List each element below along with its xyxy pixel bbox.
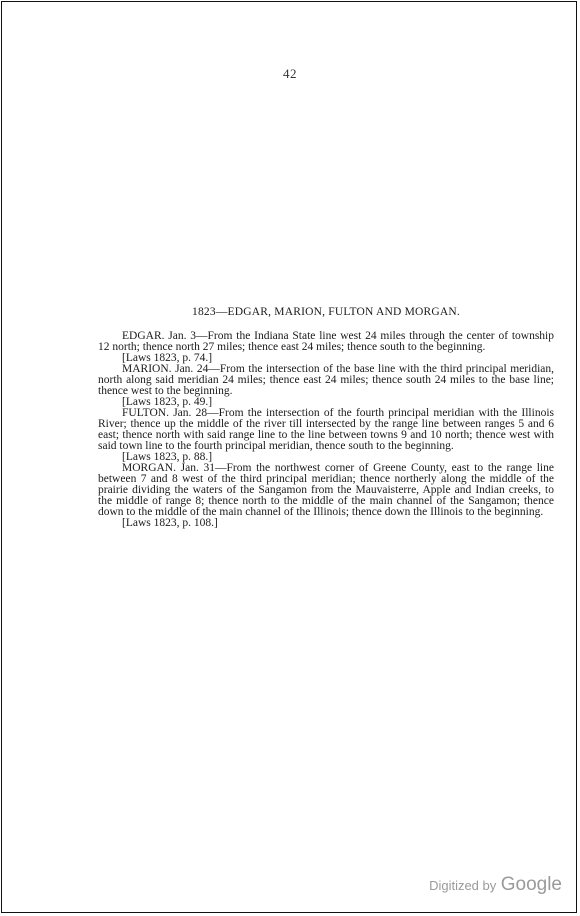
- google-logo: Google: [500, 874, 562, 895]
- paragraph-morgan: MORGAN. Jan. 31—From the northwest corner of Greene County, east to the range line between 7 and 8 west of the third principal meridian; thence northerly along the middle of the prairie dividing the waters of the Sangamon from the Mauvaisterre, Apple and Indian creeks, to the middle of range 8; thence north to the middle of the main channel of the Sangamon; thence down to the middle of the main channel of the Illinois; thence down the Illinois to the beginning.: [98, 462, 554, 518]
- paragraph-marion: MARION. Jan. 24—From the intersection of the base line with the third principal meridian, north along said meridian 24 miles; thence east 24 miles; thence south 24 miles to the base line; thence west to the beginning.: [98, 363, 554, 397]
- page-number: 42: [283, 66, 297, 81]
- paragraph-fulton: FULTON. Jan. 28—From the intersection of the fourth principal meridian with the Illinois River; thence up the middle of the river till intersected by the range line between ranges 5 and 6 east; thence north with said range line to the line between towns 9 and 10 north; thence west with said town line to the fourth principal meridian, thence south to the beginning.: [98, 407, 554, 452]
- citation-marion: [Laws 1823, p. 49.]: [122, 396, 213, 408]
- digitized-watermark: [429, 874, 562, 896]
- paragraph-edgar: EDGAR. Jan. 3—From the Indiana State line west 24 miles through the center of township 12 north; thence north 27 miles; thence east 24 miles; thence south to the beginning.: [98, 330, 554, 353]
- section-heading: 1823—EDGAR, MARION, FULTON AND MORGAN.: [192, 306, 460, 318]
- citation-morgan: [Laws 1823, p. 108.]: [122, 517, 218, 529]
- watermark-prefix: Digitized by: [429, 878, 497, 893]
- citation-edgar: [Laws 1823, p. 74.]: [122, 352, 213, 364]
- citation-fulton: [Laws 1823, p. 88.]: [122, 451, 213, 463]
- document-body: [98, 331, 554, 529]
